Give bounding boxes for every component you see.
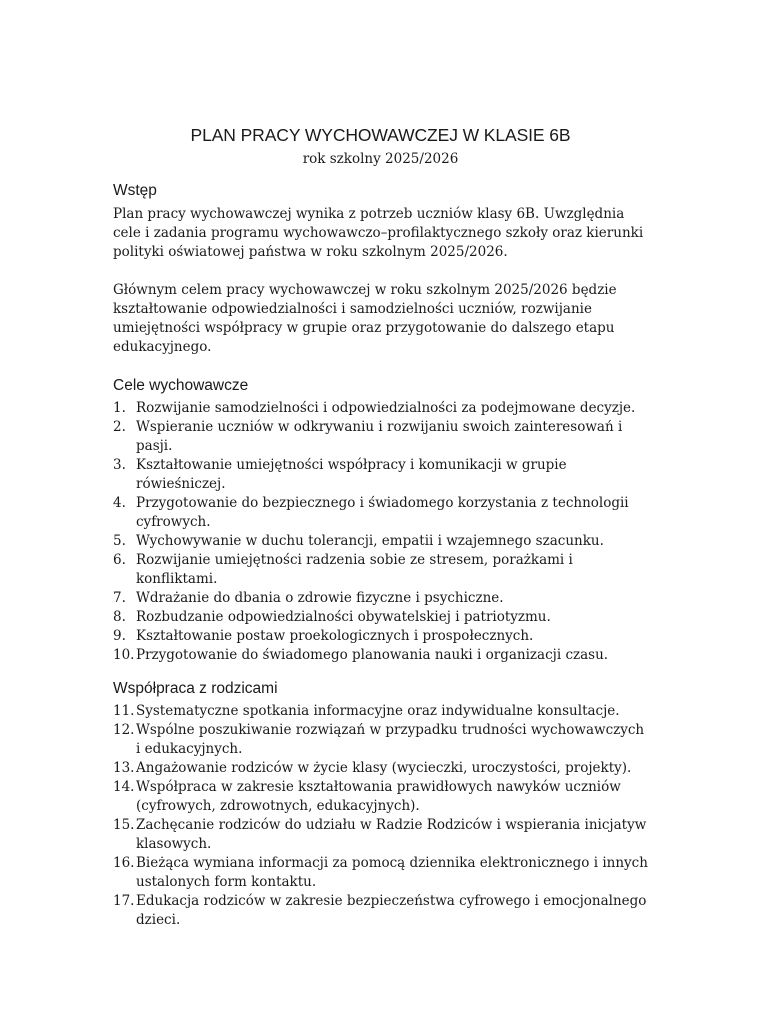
list-item-text: Zachęcanie rodziców do udziału w Radzie Rodziców i wspierania inicjatyw klasowych. xyxy=(136,817,647,852)
list-item-number: 2. xyxy=(113,419,126,435)
list-item-number: 15. xyxy=(113,817,135,833)
list-item-text: Rozbudzanie odpowiedzialności obywatelskiej i patriotyzmu. xyxy=(136,609,551,625)
list-item-text: Angażowanie rodziców w życie klasy (wycieczki, uroczystości, projekty). xyxy=(136,760,632,776)
list-item-text: Wspólne poszukiwanie rozwiązań w przypadku trudności wychowawczych i edukacyjnych. xyxy=(136,722,645,757)
list-item xyxy=(113,892,648,930)
list-item xyxy=(113,778,648,816)
list-item-text: Kształtowanie postaw proekologicznych i prospołecznych. xyxy=(136,628,534,644)
list-item-text: Edukacja rodziców w zakresie bezpieczeństwa cyfrowego i emocjonalnego dzieci. xyxy=(136,893,647,928)
document-subtitle: rok szkolny 2025/2026 xyxy=(302,151,459,167)
list-item xyxy=(113,418,648,456)
list-item-number: 4. xyxy=(113,495,126,511)
list-item-number: 7. xyxy=(113,590,126,606)
list-item-text: Przygotowanie do świadomego planowania nauki i organizacji czasu. xyxy=(136,647,609,663)
list-item-number: 1. xyxy=(113,400,126,416)
list-item-number: 8. xyxy=(113,609,126,625)
list-item xyxy=(113,399,648,418)
document-title: PLAN PRACY WYCHOWAWCZEJ W KLASIE 6B xyxy=(190,125,571,145)
list-item xyxy=(113,646,648,665)
list-item xyxy=(113,551,648,589)
list-item xyxy=(113,721,648,759)
list-item xyxy=(113,608,648,627)
list-item-number: 6. xyxy=(113,552,126,568)
goals-list xyxy=(113,399,648,665)
list-item xyxy=(113,627,648,646)
list-item-number: 16. xyxy=(113,855,135,871)
list-item-text: Wychowywanie w duchu tolerancji, empatii i wzajemnego szacunku. xyxy=(136,533,604,549)
list-item-number: 10. xyxy=(113,647,135,663)
list-item xyxy=(113,532,648,551)
list-item-text: Współpraca w zakresie kształtowania prawidłowych nawyków uczniów (cyfrowych, zdrowotnych, edukacyjnych). xyxy=(136,779,621,814)
section-heading-intro: Wstęp xyxy=(113,182,157,199)
list-item-number: 17. xyxy=(113,893,135,909)
list-item-number: 13. xyxy=(113,760,135,776)
list-item-text: Rozwijanie umiejętności radzenia sobie ze stresem, porażkami i konfliktami. xyxy=(136,552,573,587)
intro-paragraph-2: Głównym celem pracy wychowawczej w roku szkolnym 2025/2026 będzie kształtowanie odpowiedzialności i samodzielności uczniów, rozwijanie umiejętności współpracy w grupie oraz przygotowanie do dalszego etapu edukacyjnego. xyxy=(113,282,617,355)
intro-paragraph-1: Plan pracy wychowawczej wynika z potrzeb uczniów klasy 6B. Uwzględnia cele i zadania programu wychowawczo–profilaktycznego szkoły oraz kierunki polityki oświatowej państwa w roku szkolnym 2025/2026. xyxy=(113,206,644,260)
list-item xyxy=(113,702,648,721)
list-item-number: 9. xyxy=(113,628,126,644)
list-item-number: 3. xyxy=(113,457,126,473)
list-item-text: Wdrażanie do dbania o zdrowie fizyczne i psychiczne. xyxy=(136,590,504,606)
list-item xyxy=(113,456,648,494)
list-item-text: Kształtowanie umiejętności współpracy i komunikacji w grupie rówieśniczej. xyxy=(136,457,567,492)
list-item xyxy=(113,759,648,778)
list-item xyxy=(113,494,648,532)
list-item-text: Bieżąca wymiana informacji za pomocą dziennika elektronicznego i innych ustalonych form kontaktu. xyxy=(136,855,648,890)
list-item-text: Przygotowanie do bezpiecznego i świadomego korzystania z technologii cyfrowych. xyxy=(136,495,629,530)
section-heading-goals: Cele wychowawcze xyxy=(113,377,249,394)
list-item-text: Wspieranie uczniów w odkrywaniu i rozwijaniu swoich zainteresowań i pasji. xyxy=(136,419,623,454)
list-item-number: 11. xyxy=(113,703,135,719)
list-item xyxy=(113,854,648,892)
parents-list xyxy=(113,702,648,930)
list-item-text: Rozwijanie samodzielności i odpowiedzialności za podejmowane decyzje. xyxy=(136,400,636,416)
list-item-number: 14. xyxy=(113,779,135,795)
list-item xyxy=(113,589,648,608)
section-heading-parents: Współpraca z rodzicami xyxy=(113,680,278,697)
list-item-number: 5. xyxy=(113,533,126,549)
list-item xyxy=(113,816,648,854)
list-item-text: Systematyczne spotkania informacyjne oraz indywidualne konsultacje. xyxy=(136,703,620,719)
list-item-number: 12. xyxy=(113,722,135,738)
